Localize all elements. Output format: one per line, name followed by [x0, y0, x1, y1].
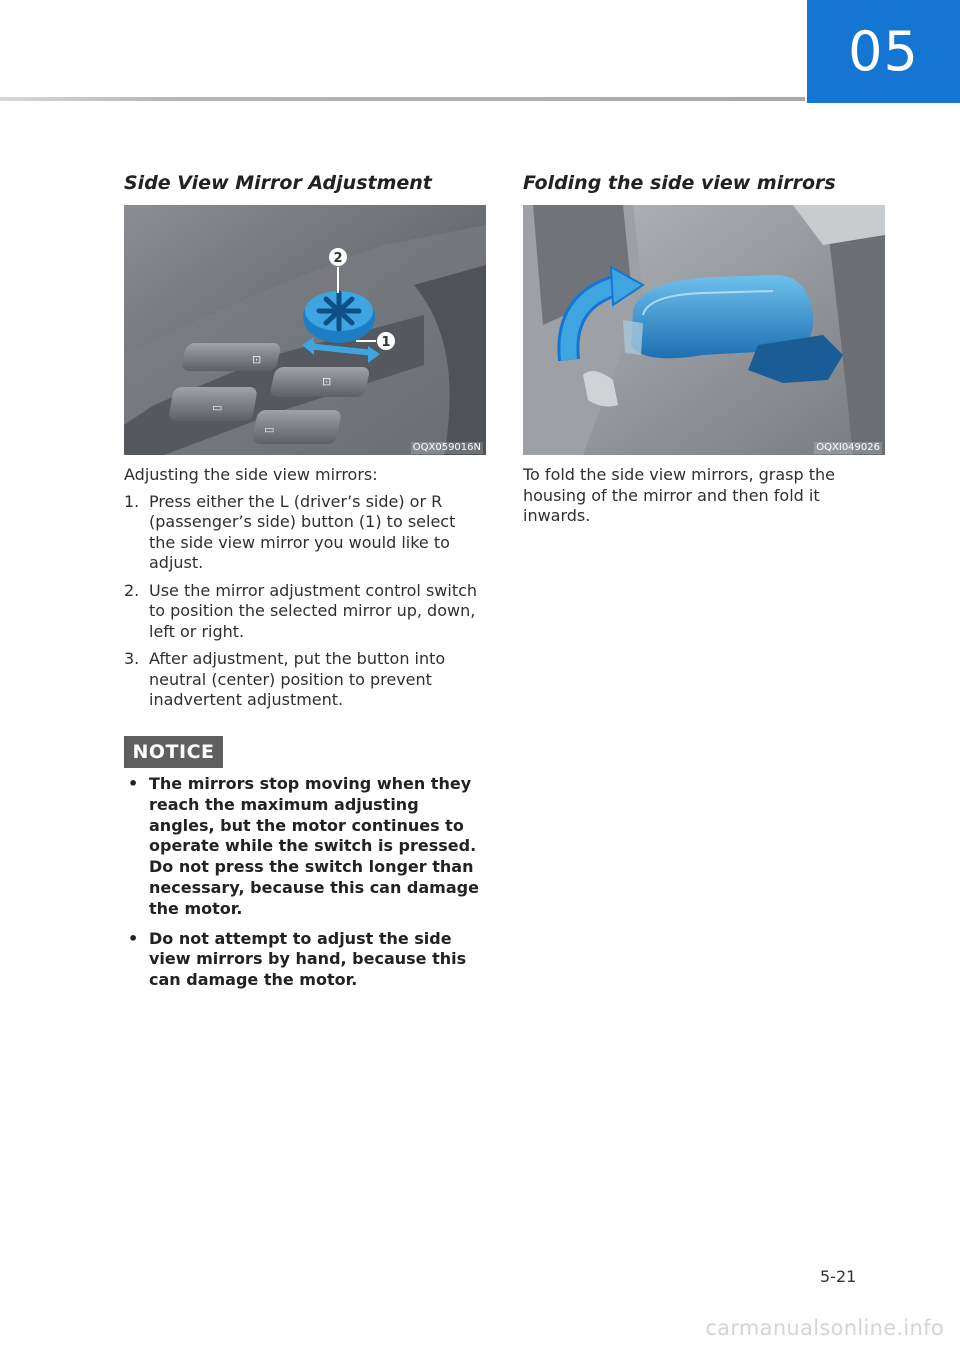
notice-badge: NOTICE [124, 736, 223, 768]
svg-text:▭: ▭ [212, 401, 223, 414]
svg-text:⊡: ⊡ [252, 353, 262, 366]
chapter-tab [807, 0, 960, 103]
mirror-switch-illustration [124, 205, 486, 455]
svg-text:▭: ▭ [264, 423, 275, 436]
section-heading-folding-mirrors: Folding the side view mirrors [523, 172, 836, 194]
header-rule [0, 97, 805, 101]
callout-2-label: 2 [333, 251, 343, 266]
adjust-intro: Adjusting the side view mirrors: [124, 465, 378, 484]
figure-code-right: OQXI049026 [816, 442, 880, 453]
page-number: 5-21 [820, 1267, 857, 1286]
notice-item: • Do not attempt to adjust the side view mirrors by hand, because this can damage the motor. [128, 928, 467, 990]
mirror-control-knob-icon [303, 291, 375, 343]
step-item: 3. After adjustment, put the button into neutral (center) position to prevent inadvertent adjustment. [124, 649, 446, 709]
folding-mirror-illustration [523, 205, 885, 455]
figure-code-left: OQX059016N [412, 442, 481, 453]
callout-1-label: 1 [381, 335, 391, 350]
adjust-steps [124, 492, 486, 711]
chapter-number: 05 [848, 20, 919, 83]
section-heading-mirror-adjustment: Side View Mirror Adjustment [124, 172, 432, 194]
folding-mirror-figure [523, 205, 885, 455]
mirror-switch-figure [124, 205, 486, 455]
left-body [124, 465, 486, 718]
svg-text:⊡: ⊡ [322, 375, 332, 388]
step-item: 2. Use the mirror adjustment control switch to position the selected mirror up, down, left or right. [124, 580, 478, 641]
notice-list [124, 774, 486, 1000]
watermark: carmanualsonline.info [705, 1316, 944, 1340]
notice-item: • The mirrors stop moving when they reach the maximum adjusting angles, but the motor continues to operate while the switch is pressed. Do not press the switch longer than necessary, because this can damage the motor. [128, 774, 479, 918]
folding-body: To fold the side view mirrors, grasp the housing of the mirror and then fold it inwards. [523, 465, 835, 525]
step-item: 1. Press either the L (driver’s side) or R (passenger’s side) button (1) to select the side view mirror you would like to adjust. [124, 491, 456, 572]
